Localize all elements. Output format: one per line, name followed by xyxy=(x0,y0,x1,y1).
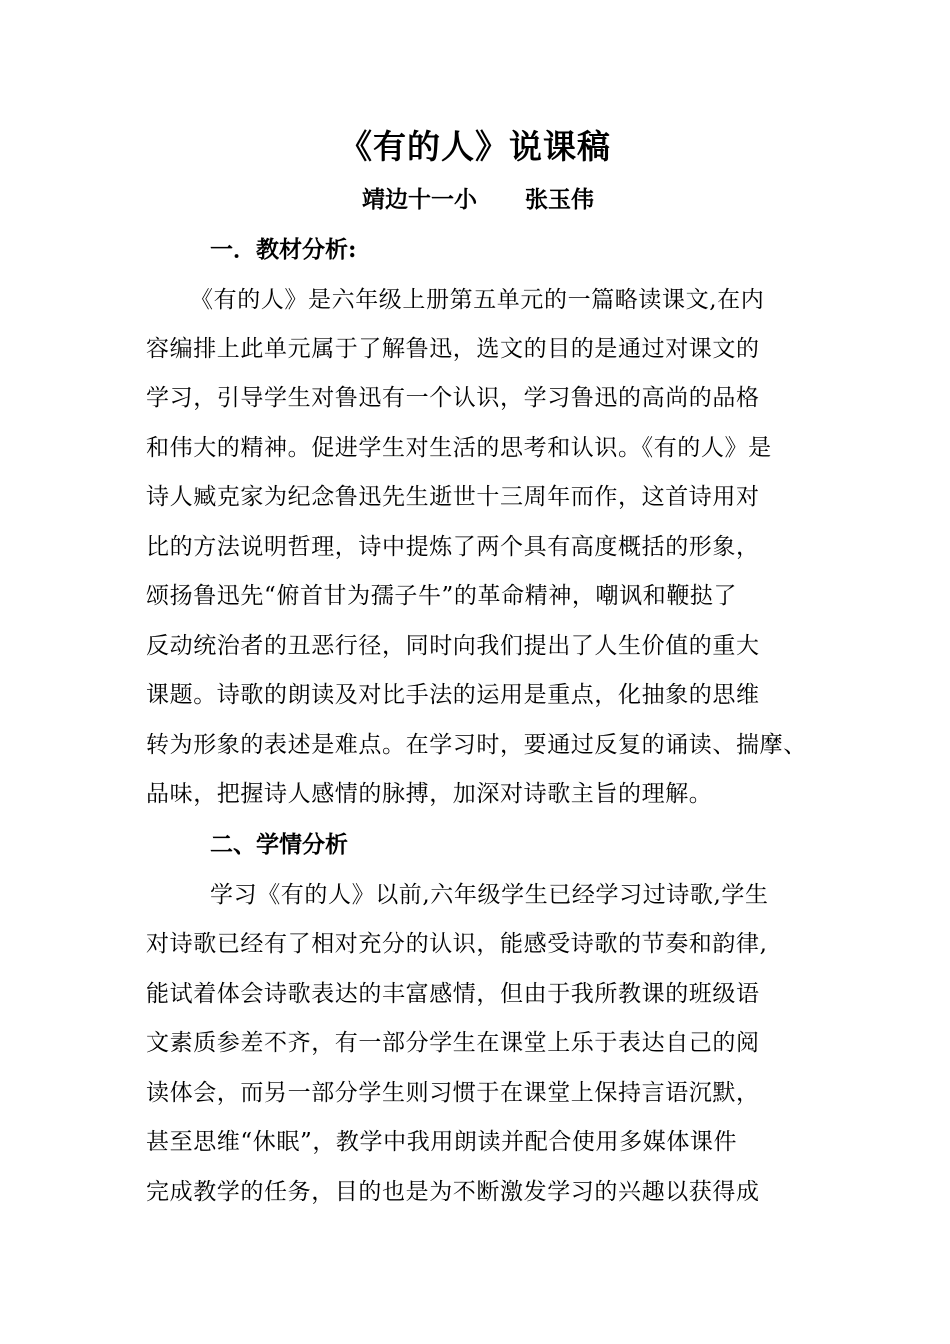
document-title: 《有的人》说课稿 xyxy=(339,127,611,166)
paragraph-line: 完成教学的任务，目的也是为不断激发学习的兴趣以获得成 xyxy=(146,1179,760,1205)
paragraph-line: 转为形象的表述是难点。在学习时，要通过反复的诵读、揣摩、 xyxy=(146,732,807,758)
paragraph-line: 对诗歌已经有了相对充分的认识，能感受诗歌的节奏和韵律, xyxy=(146,931,768,957)
paragraph-line: 文素质参差不齐，有一部分学生在课堂上乐于表达自己的阅 xyxy=(146,1030,760,1056)
paragraph-line: 学习《有的人》以前,六年级学生已经学习过诗歌,学生 xyxy=(210,882,769,908)
paragraph-line: 课题。诗歌的朗读及对比手法的运用是重点，化抽象的思维 xyxy=(146,682,760,708)
paragraph-line: 诗人臧克家为纪念鲁迅先生逝世十三周年而作，这首诗用对 xyxy=(146,484,760,510)
paragraph-line: 品味，把握诗人感情的脉搏，加深对诗歌主旨的理解。 xyxy=(146,781,713,807)
paragraph-line: 比的方法说明哲理，诗中提炼了两个具有高度概括的形象， xyxy=(146,534,760,560)
section-heading-textbook-analysis: 一．教材分析: xyxy=(210,236,357,263)
paragraph-line: 能试着体会诗歌表达的丰富感情，但由于我所教课的班级语 xyxy=(146,981,760,1007)
author-line: 靖边十一小 张玉伟 xyxy=(362,186,595,213)
paragraph-line: 和伟大的精神。促进学生对生活的思考和认识。《有的人》是 xyxy=(146,435,772,461)
paragraph-line: 颂扬鲁迅先“俯首甘为孺子牛”的革命精神，嘲讽和鞭挞了 xyxy=(146,583,738,609)
paragraph-line: 反动统治者的丑恶行径，同时向我们提出了人生价值的重大 xyxy=(146,633,760,659)
paragraph-line: 《有的人》是六年级上册第五单元的一篇略读课文,在内 xyxy=(190,287,765,313)
paragraph-line: 容编排上此单元属于了解鲁迅，选文的目的是通过对课文的 xyxy=(146,336,760,362)
paragraph-line: 甚至思维“休眠”，教学中我用朗读并配合使用多媒体课件 xyxy=(146,1129,738,1155)
paragraph-line: 读体会，而另一部分学生则习惯于在课堂上保持言语沉默， xyxy=(146,1080,760,1106)
paragraph-line: 学习，引导学生对鲁迅有一个认识，学习鲁迅的高尚的品格 xyxy=(146,385,760,411)
section-heading-learner-analysis: 二、学情分析 xyxy=(210,831,348,858)
